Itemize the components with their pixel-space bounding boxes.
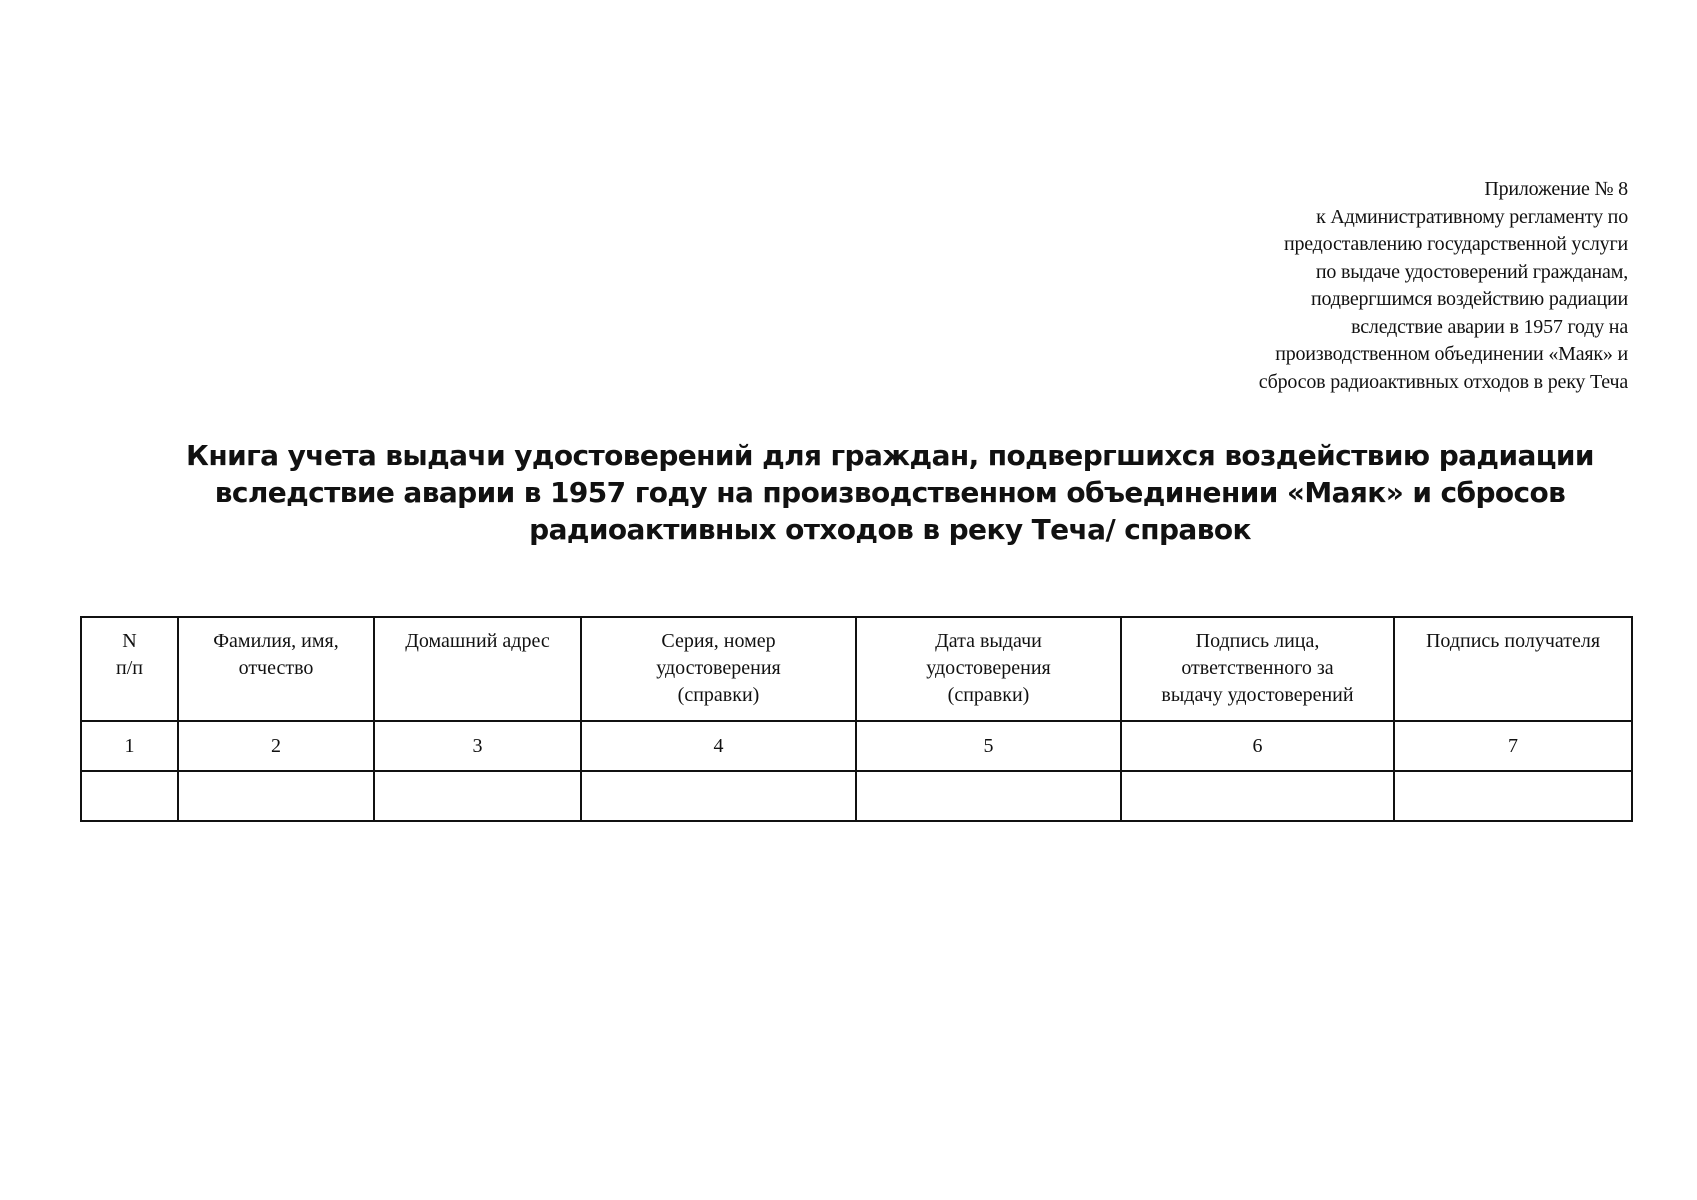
title-line: вследствие аварии в 1957 году на производственном объединении «Маяк» и сбросов (214, 476, 1566, 509)
appendix-line: по выдаче удостоверений гражданам, (1315, 260, 1628, 283)
empty-cell (178, 771, 374, 821)
title-line: радиоактивных отходов в реку Теча/ справок (529, 513, 1251, 546)
header-text: (справки) (947, 684, 1030, 706)
column-number-row (81, 721, 1632, 771)
header-text: Фамилия, имя, (213, 630, 339, 652)
empty-cell (81, 771, 178, 821)
header-text: N (122, 630, 137, 652)
col-header-series-number (581, 617, 856, 721)
col-header-responsible-signature (1121, 617, 1394, 721)
appendix-line: вследствие аварии в 1957 году на (1351, 315, 1628, 338)
header-text: отчество (238, 657, 314, 679)
col-header-home-address (374, 617, 581, 721)
column-number-cell: 7 (1394, 721, 1632, 771)
header-row (81, 617, 1632, 721)
header-text: (справки) (677, 684, 760, 706)
empty-cell (581, 771, 856, 821)
empty-entry-row (81, 771, 1632, 821)
header-text: Подпись лица, (1195, 630, 1320, 652)
empty-cell (1121, 771, 1394, 821)
title-line: Книга учета выдачи удостоверений для граждан, подвергшихся воздействию радиации (186, 439, 1594, 472)
column-number-cell: 5 (856, 721, 1121, 771)
appendix-line: к Административному регламенту по (1316, 205, 1628, 228)
column-number-cell: 6 (1121, 721, 1394, 771)
header-text: выдачу удостоверений (1161, 684, 1354, 706)
appendix-line: сбросов радиоактивных отходов в реку Теча (1258, 370, 1628, 393)
col-header-number (81, 617, 178, 721)
col-header-recipient-signature (1394, 617, 1632, 721)
register-table (80, 616, 1633, 822)
column-number-cell: 3 (374, 721, 581, 771)
header-text: Подпись получателя (1425, 630, 1601, 652)
column-number-cell: 4 (581, 721, 856, 771)
appendix-line: подвергшимся воздействию радиации (1311, 288, 1628, 310)
header-text: ответственного за (1181, 657, 1334, 679)
column-number-cell: 2 (178, 721, 374, 771)
header-text: Серия, номер (661, 630, 776, 652)
empty-cell (374, 771, 581, 821)
header-text: удостоверения (926, 657, 1051, 679)
document-title (160, 437, 1620, 548)
header-text: Дата выдачи (935, 630, 1042, 652)
col-header-full-name (178, 617, 374, 721)
header-text: п/п (116, 657, 143, 679)
header-text: Домашний адрес (405, 630, 550, 652)
appendix-line: Приложение № 8 (1484, 178, 1628, 200)
empty-cell (1394, 771, 1632, 821)
appendix-line: производственном объединении «Маяк» и (1275, 343, 1628, 365)
col-header-issue-date (856, 617, 1121, 721)
appendix-line: предоставлению государственной услуги (1283, 233, 1628, 255)
empty-cell (856, 771, 1121, 821)
header-text: удостоверения (656, 657, 781, 679)
appendix-note (1068, 176, 1628, 396)
column-number-cell: 1 (81, 721, 178, 771)
